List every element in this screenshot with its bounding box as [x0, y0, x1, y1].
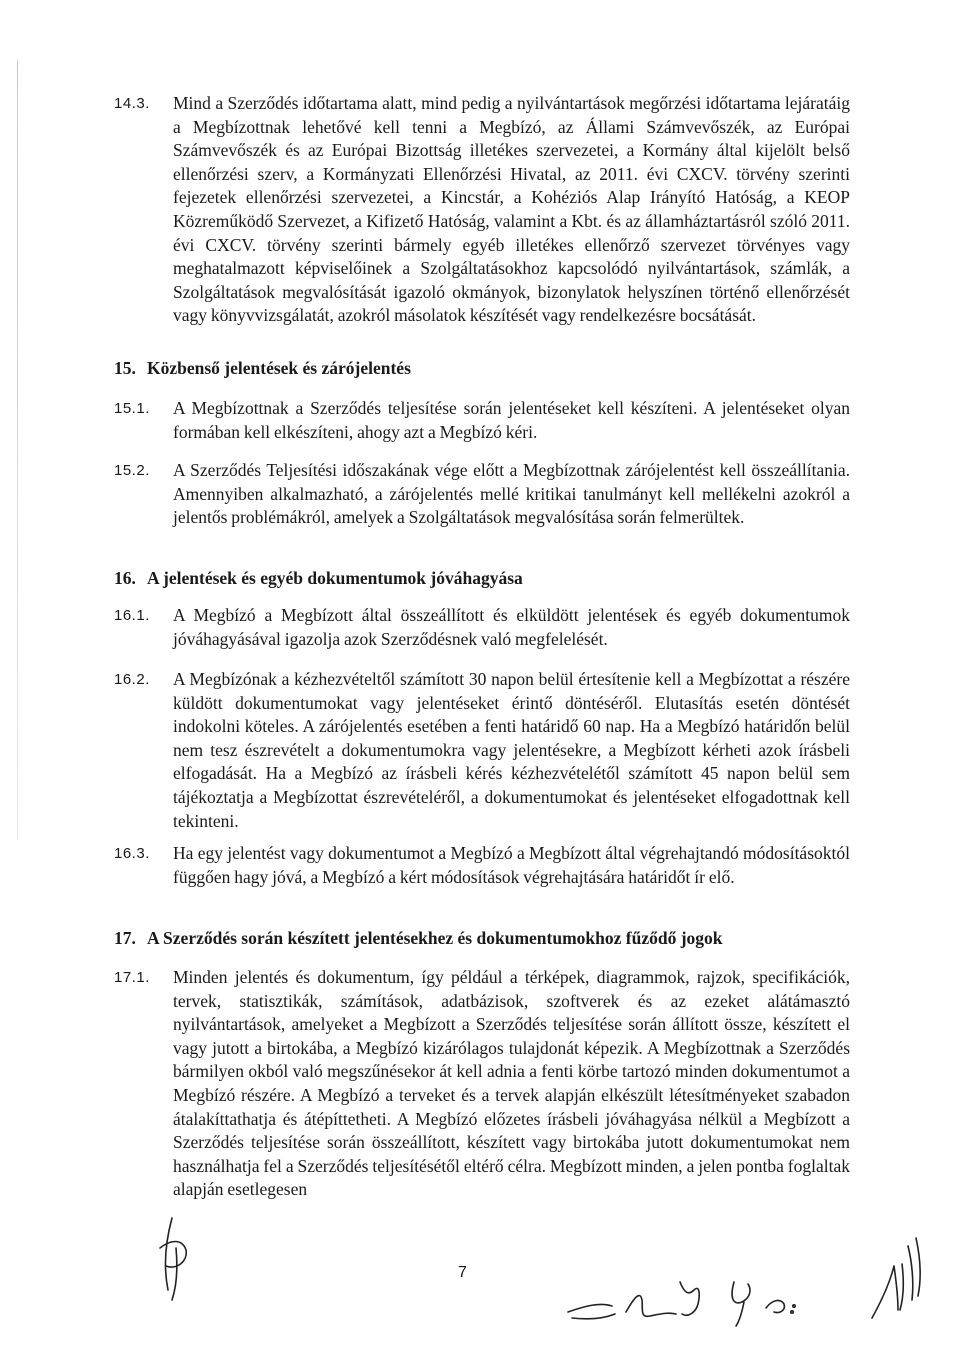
clause-text: A Megbízó a Megbízott által összeállított és elküldött jelentések és egyéb dokumentumok jóváhagyásával igazolja azok Szerződésnek való megfelelését. [173, 605, 850, 649]
clause-number: 16.1. [114, 607, 150, 624]
section-title: A Szerződés során készített jelentésekhez és dokumentumokhoz fűződő jogok [147, 928, 723, 948]
clause-text: Mind a Szerződés időtartama alatt, mind pedig a nyilvántartások megőrzési időtartama lejáratáig a Megbízottnak lehetővé kell tenni a Megbízó, az Állami Számvevőszék, az Európai Számvevőszék és az Európai Bizottság illetékes szervezetei, a Kormány által kijelölt belső ellenőrzési szerv, a Kormányzati Ellenőrzési Hivatal, az 2011. évi CXCV. törvény szerinti fejezetek ellenőrzési szervezetei, a Kincstár, a Kohéziós Alap Irányító Hatóság, a KEOP Közreműködő Szervezet, a Kifizető Hatóság, valamint a Kbt. és az államháztartásról szóló 2011. évi CXCV. törvény szerinti bármely egyéb illetékes ellenőrző szervezet törvényes vagy meghatalmazott képviselőinek a Szolgáltatásokhoz kapcsolódó nyilvántartások, számlák, a Szolgáltatások megvalósítását igazoló okmányok, bizonylatok helyszínen történő ellenőrzését vagy könyvvizsgálatát, azokról másolatok készítését vagy rendelkezésre bocsátását. [173, 93, 850, 326]
section-title: Közbenső jelentések és zárójelentés [147, 358, 411, 378]
section-number: 17. [114, 928, 136, 948]
section-number: 16. [114, 568, 136, 588]
clause-text: A Megbízottnak a Szerződés teljesítése során jelentéseket kell készíteni. A jelentéseket olyan formában kell elkészíteni, ahogy azt a Megbízó kéri. [173, 398, 850, 442]
section-number: 15. [114, 358, 136, 378]
clause-text: A Szerződés Teljesítési időszakának vége előtt a Megbízottnak zárójelentést kell összeállítania. Amennyiben alkalmazható, a zárójelentés mellé kritikai tanulmányt kell mellékelni azokról a jelentős problémákról, amelyek a Szolgáltatások megvalósítása során felmerültek. [173, 460, 850, 528]
clause-number: 17.1. [114, 969, 150, 986]
clause-number: 16.2. [114, 671, 150, 688]
clause-text: Minden jelentés és dokumentum, így például a térképek, diagrammok, rajzok, specifikációk, tervek, statisztikák, számítások, adatbázisok, szoftverek és az ezeket alátámasztó nyilvántartások, amelyeket a Megbízott a Szerződés teljesítése során állított össze, készített el vagy jutott a birtokába, a Megbízó kizárólagos tulajdonát képezik. A Megbízottnak a Szerződés bármilyen okból való megszűnésekor át kell adnia a fenti körbe tartozó minden dokumentumot a Megbízó részére. A Megbízó a terveket és a tervek alapján elkészült létesítményeket szabadon átalakíttathatja és átépíttetheti. A Megbízó előzetes írásbeli jóváhagyása nélkül a Megbízott a Szerződés teljesítése során összeállított, készített vagy birtokába jutott dokumentumokat nem használhatja fel a Szerződés teljesítésétől eltérő célra. Megbízott minden, a jelen pontba foglaltak alapján esetlegesen [173, 967, 850, 1200]
clause-number: 15.1. [114, 400, 150, 417]
page-number: 7 [458, 1264, 467, 1281]
clause-text: A Megbízónak a kézhezvételtől számított 30 napon belül értesítenie kell a Megbízottat a részére küldött dokumentumokat vagy jelentéseket érintő döntéséről. Elutasítás esetén döntését indokolni köteles. A zárójelentés esetében a fenti határidő 60 nap. Ha a Megbízó határidőn belül nem tesz észrevételt a dokumentumokra vagy jelentésekre, a Megbízott kérheti azok írásbeli elfogadását. Ha a Megbízó az írásbeli kérés kézhezvételétől számított 45 napon belül sem tájékoztatja a Megbízottat észrevételéről, a dokumentumokat és jelentéseket elfogadottnak kell tekinteni. [173, 669, 850, 831]
section-title: A jelentések és egyéb dokumentumok jóváhagyása [147, 568, 523, 588]
clause-number: 15.2. [114, 462, 150, 479]
clause-text: Ha egy jelentést vagy dokumentumot a Megbízó a Megbízott által végrehajtandó módosításoktól függően hagy jóvá, a Megbízó a kért módosítások végrehajtására határidőt ír elő. [173, 843, 850, 887]
clause-number: 16.3. [114, 845, 150, 862]
clause-number: 14.3. [114, 95, 150, 112]
